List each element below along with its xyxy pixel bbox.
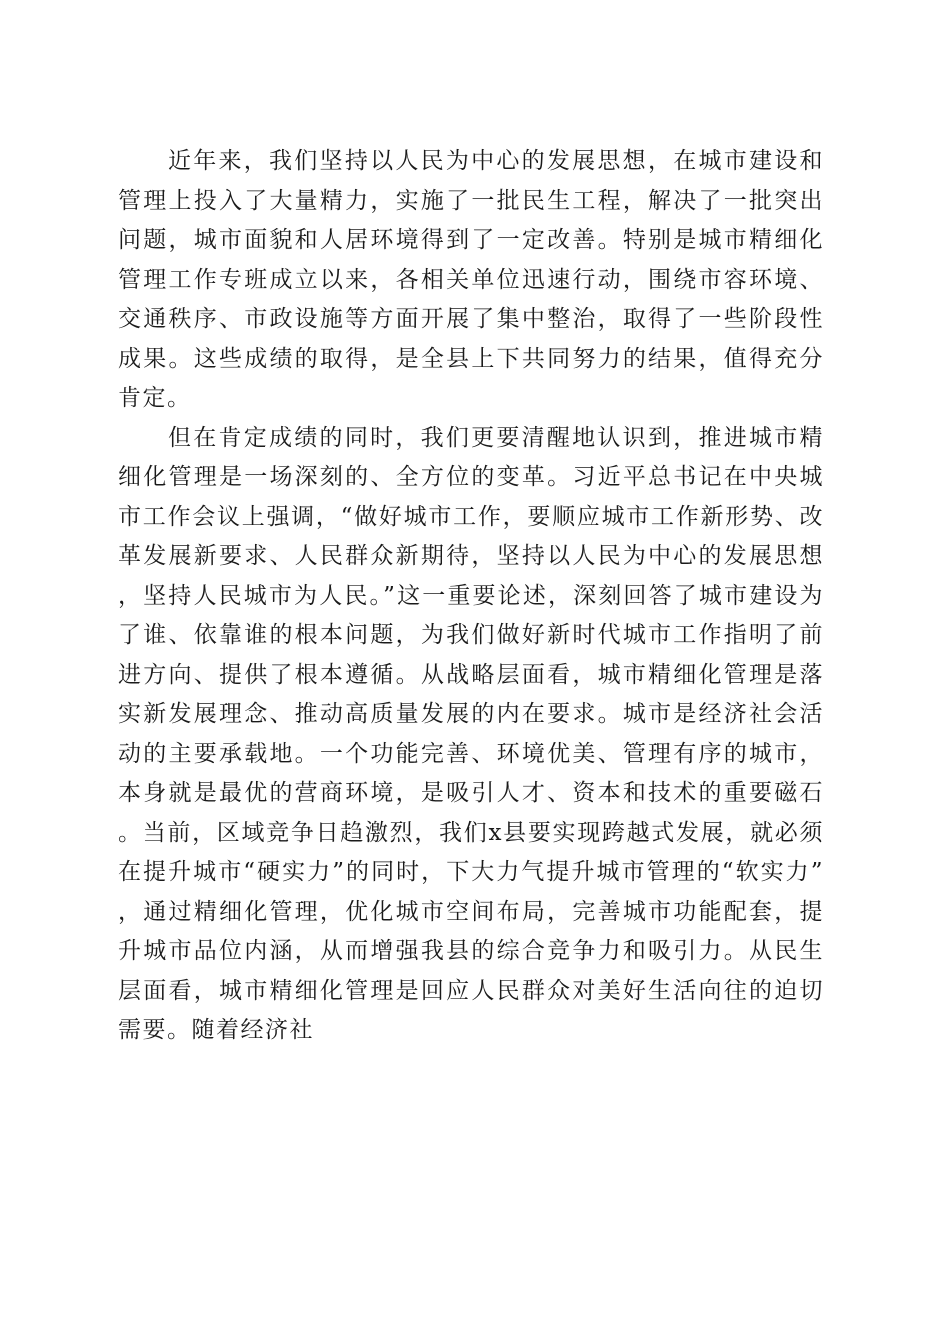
paragraph-2: 但在肯定成绩的同时，我们更要清醒地认识到，推进城市精细化管理是一场深刻的、全方位的变革。习近平总书记在中央城市工作会议上强调，“做好城市工作，要顺应城市工作新形势、改革发展新要求、人民群众新期待，坚持以人民为中心的发展思想，坚持人民城市为人民。”这一重要论述，深刻回答了城市建设为了谁、依靠谁的根本问题，为我们做好新时代城市工作指明了前进方向、提供了根本遵循。从战略层面看，城市精细化管理是落实新发展理念、推动高质量发展的内在要求。城市是经济社会活动的主要承载地。一个功能完善、环境优美、管理有序的城市，本身就是最优的营商环境，是吸引人才、资本和技术的重要磁石。当前，区域竞争日趋激烈，我们x县要实现跨越式发展，就必须在提升城市“硬实力”的同时，下大力气提升城市管理的“软实力”，通过精细化管理，优化城市空间布局，完善城市功能配套，提升城市品位内涵，从而增强我县的综合竞争力和吸引力。从民生层面看，城市精细化管理是回应人民群众对美好生活向往的迫切需要。随着经济社 [118, 424, 824, 1043]
document-body [118, 142, 824, 1051]
paragraph-1: 近年来，我们坚持以人民为中心的发展思想，在城市建设和管理上投入了大量精力，实施了一批民生工程，解决了一批突出问题，城市面貌和人居环境得到了一定改善。特别是城市精细化管理工作专班成立以来，各相关单位迅速行动，围绕市容环境、交通秩序、市政设施等方面开展了集中整治，取得了一些阶段性成果。这些成绩的取得，是全县上下共同努力的结果，值得充分肯定。 [118, 148, 824, 411]
